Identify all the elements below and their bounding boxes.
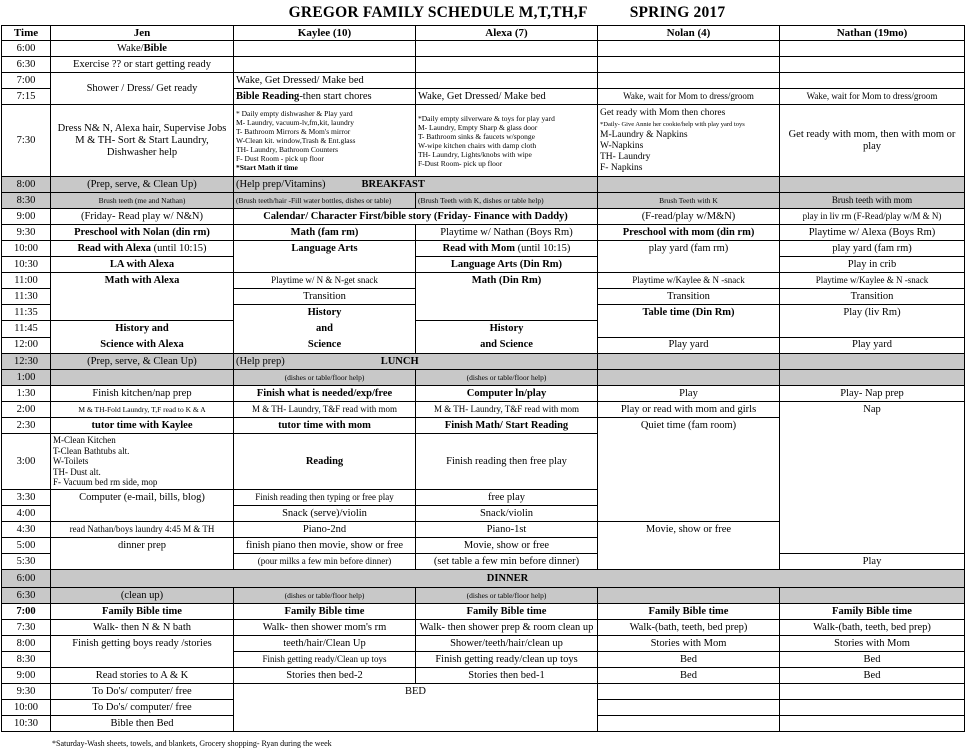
nathan-cell: Get ready with mom, then with mom or play: [780, 105, 965, 177]
nathan-cell: play in liv rm (F-Read/play w/M & N): [780, 209, 965, 225]
nolan-cell: Bed: [598, 652, 780, 668]
table-row: [2, 177, 965, 193]
schedule-table: [1, 25, 965, 732]
bed-cell: BED: [234, 684, 598, 732]
alexa-cell: Wake, Get Dressed/ Make bed: [416, 89, 598, 105]
table-row: [2, 41, 965, 57]
nolan-cell: (F-read/play w/M&N): [598, 209, 780, 225]
alexa-cell: Movie, show or free: [416, 538, 598, 554]
kaylee-cell: Bible Reading-then start chores: [234, 89, 416, 105]
time-cell: 12:30: [2, 354, 51, 370]
jen-cell: Shower / Dress/ Get ready: [51, 73, 234, 105]
time-cell: 9:00: [2, 209, 51, 225]
jen-cell: (Prep, serve, & Clean Up): [51, 177, 234, 193]
time-cell: 7:30: [2, 620, 51, 636]
jen-cell: read Nathan/boys laundry 4:45 M & TH: [51, 522, 234, 538]
alexa-cell: [416, 73, 598, 89]
time-cell: 7:00: [2, 73, 51, 89]
time-cell: 6:30: [2, 588, 51, 604]
alexa-cell: Walk- then shower prep & room clean up: [416, 620, 598, 636]
table-row: [2, 73, 965, 89]
jen-cell: Wake/Bible: [51, 41, 234, 57]
table-row: [2, 386, 965, 402]
nolan-cell: play yard (fam rm): [598, 241, 780, 273]
time-cell: 8:30: [2, 193, 51, 209]
dinner-cell: DINNER: [51, 570, 965, 588]
kaylee-cell: Language Arts: [234, 241, 416, 273]
kaylee-cell: [234, 41, 416, 57]
kaylee-cell: (dishes or table/floor help): [234, 588, 416, 604]
alexa-cell: Shower/teeth/hair/clean up: [416, 636, 598, 652]
time-cell: 5:00: [2, 538, 51, 554]
alexa-cell: Stories then bed-1: [416, 668, 598, 684]
time-cell: 7:00: [2, 604, 51, 620]
time-cell: 8:00: [2, 636, 51, 652]
kaylee-cell: Wake, Get Dressed/ Make bed: [234, 73, 416, 89]
kaylee-cell: Finish what is needed/exp/free: [234, 386, 416, 402]
table-row: [2, 668, 965, 684]
header-kaylee: Kaylee (10): [234, 26, 416, 41]
nolan-cell: Get ready with Mom then chores *Daily- Give Annie her cookie/help with play yard toys M-Laundry & Napkins W-Napkins TH- Laundry F- Napkins: [598, 105, 780, 177]
nolan-cell: [598, 57, 780, 73]
jen-cell: Exercise ?? or start getting ready: [51, 57, 234, 73]
kaylee-cell: Stories then bed-2: [234, 668, 416, 684]
time-cell: 2:00: [2, 402, 51, 418]
time-cell: 11:00: [2, 273, 51, 289]
nathan-cell: Stories with Mom: [780, 636, 965, 652]
time-cell: 10:00: [2, 700, 51, 716]
jen-cell: dinner prep: [51, 538, 234, 570]
time-cell: 10:30: [2, 716, 51, 732]
nathan-cell: Play yard: [780, 337, 965, 354]
nolan-cell: [598, 354, 780, 370]
table-row: [2, 209, 965, 225]
kaylee-cell: (dishes or table/floor help): [234, 370, 416, 386]
kaylee-cell: * Daily empty dishwasher & Play yard M- Laundry, vacuum-lv,fm,kit, laundry T- Bathroom Mirrors & Mom's mirror W-Clean kit. window,Trash & Ent.glass TH- Laundry, Bathroom Counters F- Dust Room - pick up floor *Start Math if time: [234, 105, 416, 177]
kaylee-cell: Walk- then shower mom's rm: [234, 620, 416, 636]
time-cell: 7:30: [2, 105, 51, 177]
alexa-cell: Finish Math/ Start Reading: [416, 418, 598, 434]
kaylee-cell: History and Science: [234, 305, 416, 354]
nolan-cell: Play yard: [598, 337, 780, 354]
jen-cell: Read stories to A & K: [51, 668, 234, 684]
nolan-cell: Play: [598, 386, 780, 402]
kaylee-cell: finish piano then movie, show or free: [234, 538, 416, 554]
nolan-cell: Preschool with mom (din rm): [598, 225, 780, 241]
table-row: [2, 273, 965, 289]
jen-cell: Bible then Bed: [51, 716, 234, 732]
schedule-title: [50, 4, 964, 22]
time-cell: 5:30: [2, 554, 51, 570]
kaylee-cell: Finish getting ready/Clean up toys: [234, 652, 416, 668]
alexa-cell: [416, 41, 598, 57]
jen-cell: (clean up): [51, 588, 234, 604]
nathan-cell: [780, 370, 965, 386]
alexa-cell: Finish getting ready/clean up toys: [416, 652, 598, 668]
jen-cell: History and Science with Alexa: [51, 321, 234, 354]
alexa-cell: (dishes or table/floor help): [416, 370, 598, 386]
nolan-cell: Stories with Mom: [598, 636, 780, 652]
time-cell: 1:00: [2, 370, 51, 386]
nathan-cell: [780, 73, 965, 89]
footer-note: *Saturday-Wash sheets, towels, and blankets, Grocery shopping- Ryan during the week: [52, 739, 332, 748]
kaylee-cell: Reading: [234, 434, 416, 490]
kaylee-cell: [234, 57, 416, 73]
kaylee-cell: teeth/hair/Clean Up: [234, 636, 416, 652]
nolan-cell: Movie, show or free: [598, 522, 780, 570]
alexa-cell: (Brush Teeth with K, dishes or table help): [416, 193, 598, 209]
time-cell: 11:35: [2, 305, 51, 321]
jen-cell: LA with Alexa: [51, 257, 234, 273]
jen-cell: (Prep, serve, & Clean Up): [51, 354, 234, 370]
jen-cell: Finish kitchen/nap prep: [51, 386, 234, 402]
jen-cell: Brush teeth (me and Nathan): [51, 193, 234, 209]
header-nolan: Nolan (4): [598, 26, 780, 41]
nathan-cell: [780, 354, 965, 370]
time-cell: 4:00: [2, 506, 51, 522]
nathan-cell: [780, 700, 965, 716]
header-alexa: Alexa (7): [416, 26, 598, 41]
header-row: [2, 26, 965, 41]
alexa-cell: free play: [416, 490, 598, 506]
alexa-cell: Piano-1st: [416, 522, 598, 538]
alexa-cell: *Daily empty silverware & toys for play yard M- Laundry, Empty Sharp & glass door T- Bathroom sinks & faucets w/sponge W-wipe kitchen chairs with damp cloth TH- Laundry, Lights/knobs with wipe F-Dust Room- pick up floor: [416, 105, 598, 177]
breakfast-cell: (Help prep/Vitamins) BREAKFAST: [234, 177, 598, 193]
nathan-cell: Play: [780, 554, 965, 570]
table-row: [2, 620, 965, 636]
nolan-cell: Table time (Din Rm): [598, 305, 780, 338]
table-row: [2, 57, 965, 73]
jen-cell: Dress N& N, Alexa hair, Supervise Jobs M & TH- Sort & Start Laundry, Dishwasher help: [51, 105, 234, 177]
nolan-cell: Play or read with mom and girls: [598, 402, 780, 418]
nolan-cell: [598, 73, 780, 89]
jen-cell: tutor time with Kaylee: [51, 418, 234, 434]
kaylee-cell: tutor time with mom: [234, 418, 416, 434]
alexa-cell: (dishes or table/floor help): [416, 588, 598, 604]
nolan-cell: [598, 177, 780, 193]
table-row: [2, 105, 965, 177]
nathan-cell: Bed: [780, 668, 965, 684]
jen-cell: M-Clean Kitchen T-Clean Bathtubs alt. W-Toilets TH- Dust alt. F- Vacuum bed rm side, mop: [51, 434, 234, 490]
table-row: [2, 225, 965, 241]
nathan-cell: Play in crib: [780, 257, 965, 273]
table-row: [2, 193, 965, 209]
nathan-cell: Nap: [780, 402, 965, 554]
jen-cell: [51, 370, 234, 386]
table-row: [2, 402, 965, 418]
nathan-cell: play yard (fam rm): [780, 241, 965, 257]
time-cell: 2:30: [2, 418, 51, 434]
nolan-cell: Walk-(bath, teeth, bed prep): [598, 620, 780, 636]
kaylee-cell: Finish reading then typing or free play: [234, 490, 416, 506]
kaylee-cell: Transition: [234, 289, 416, 305]
nathan-cell: Bed: [780, 652, 965, 668]
nathan-cell: Walk-(bath, teeth, bed prep): [780, 620, 965, 636]
time-cell: 10:00: [2, 241, 51, 257]
nolan-cell: [598, 684, 780, 700]
kaylee-cell: (pour milks a few min before dinner): [234, 554, 416, 570]
kaylee-cell: Family Bible time: [234, 604, 416, 620]
title-season: SPRING 2017: [629, 4, 726, 21]
table-row: [2, 354, 965, 370]
nolan-cell: Quiet time (fam room): [598, 418, 780, 522]
table-row: [2, 570, 965, 588]
nathan-cell: Playtime w/ Alexa (Boys Rm): [780, 225, 965, 241]
kaylee-cell: Snack (serve)/violin: [234, 506, 416, 522]
jen-cell: M & TH-Fold Laundry, T,F read to K & A: [51, 402, 234, 418]
nathan-cell: Play- Nap prep: [780, 386, 965, 402]
alexa-cell: History and Science: [416, 321, 598, 354]
alexa-cell: Language Arts (Din Rm): [416, 257, 598, 273]
time-cell: 1:30: [2, 386, 51, 402]
alexa-cell: Snack/violin: [416, 506, 598, 522]
alexa-cell: [416, 57, 598, 73]
header-jen: Jen: [51, 26, 234, 41]
jen-cell: Math with Alexa: [51, 273, 234, 321]
jen-cell: Read with Alexa (until 10:15): [51, 241, 234, 257]
jen-cell: Family Bible time: [51, 604, 234, 620]
nathan-cell: [780, 177, 965, 193]
nathan-cell: Family Bible time: [780, 604, 965, 620]
alexa-cell: Finish reading then free play: [416, 434, 598, 490]
kaylee-cell: (Brush teeth/hair -Fill water bottles, dishes or table): [234, 193, 416, 209]
nolan-cell: Playtime w/Kaylee & N -snack: [598, 273, 780, 289]
nathan-cell: Play (liv Rm): [780, 305, 965, 338]
nathan-cell: [780, 684, 965, 700]
kaylee-cell: Playtime w/ N & N-get snack: [234, 273, 416, 289]
alexa-cell: Math (Din Rm): [416, 273, 598, 321]
nathan-cell: [780, 588, 965, 604]
header-nathan: Nathan (19mo): [780, 26, 965, 41]
table-row: [2, 241, 965, 257]
jen-cell: Walk- then N & N bath: [51, 620, 234, 636]
kaylee-cell: Math (fam rm): [234, 225, 416, 241]
alexa-cell: Family Bible time: [416, 604, 598, 620]
nolan-cell: [598, 41, 780, 57]
nathan-cell: Playtime w/Kaylee & N -snack: [780, 273, 965, 289]
alexa-cell: M & TH- Laundry, T&F read with mom: [416, 402, 598, 418]
nolan-cell: Transition: [598, 289, 780, 305]
nathan-cell: Transition: [780, 289, 965, 305]
jen-cell: To Do's/ computer/ free: [51, 700, 234, 716]
table-row: [2, 604, 965, 620]
jen-cell: (Friday- Read play w/ N&N): [51, 209, 234, 225]
time-cell: 8:30: [2, 652, 51, 668]
nathan-cell: [780, 57, 965, 73]
time-cell: 3:00: [2, 434, 51, 490]
time-cell: 6:00: [2, 41, 51, 57]
jen-cell: Preschool with Nolan (din rm): [51, 225, 234, 241]
time-cell: 9:30: [2, 684, 51, 700]
nolan-cell: [598, 588, 780, 604]
time-cell: 11:30: [2, 289, 51, 305]
table-row: [2, 257, 965, 273]
time-cell: 8:00: [2, 177, 51, 193]
nolan-cell: Bed: [598, 668, 780, 684]
nathan-cell: [780, 716, 965, 732]
kaylee-cell: Piano-2nd: [234, 522, 416, 538]
nolan-cell: [598, 700, 780, 716]
time-cell: 6:00: [2, 570, 51, 588]
jen-cell: To Do's/ computer/ free: [51, 684, 234, 700]
table-row: [2, 636, 965, 652]
time-cell: 7:15: [2, 89, 51, 105]
time-cell: 4:30: [2, 522, 51, 538]
header-time: Time: [2, 26, 51, 41]
nathan-cell: Brush teeth with mom: [780, 193, 965, 209]
nolan-cell: Brush Teeth with K: [598, 193, 780, 209]
calendar-cell: Calendar/ Character First/bible story (Friday- Finance with Daddy): [234, 209, 598, 225]
lunch-cell: (Help prep) LUNCH: [234, 354, 598, 370]
time-cell: 12:00: [2, 337, 51, 354]
nolan-cell: Wake, wait for Mom to dress/groom: [598, 89, 780, 105]
title-main: GREGOR FAMILY SCHEDULE M,T,TH,F: [288, 4, 588, 21]
time-cell: 9:30: [2, 225, 51, 241]
table-row: [2, 588, 965, 604]
table-row: [2, 370, 965, 386]
nolan-cell: [598, 370, 780, 386]
alexa-cell: Read with Mom (until 10:15): [416, 241, 598, 257]
time-cell: 9:00: [2, 668, 51, 684]
nathan-cell: Wake, wait for Mom to dress/groom: [780, 89, 965, 105]
alexa-cell: Playtime w/ Nathan (Boys Rm): [416, 225, 598, 241]
nathan-cell: [780, 41, 965, 57]
nolan-cell: [598, 716, 780, 732]
table-row: [2, 684, 965, 700]
alexa-cell: (set table a few min before dinner): [416, 554, 598, 570]
alexa-cell: Computer ln/play: [416, 386, 598, 402]
nolan-cell: Family Bible time: [598, 604, 780, 620]
time-cell: 3:30: [2, 490, 51, 506]
time-cell: 11:45: [2, 321, 51, 338]
kaylee-cell: M & TH- Laundry, T&F read with mom: [234, 402, 416, 418]
jen-cell: Computer (e-mail, bills, blog): [51, 490, 234, 522]
time-cell: 6:30: [2, 57, 51, 73]
time-cell: 10:30: [2, 257, 51, 273]
jen-cell: Finish getting boys ready /stories: [51, 636, 234, 668]
